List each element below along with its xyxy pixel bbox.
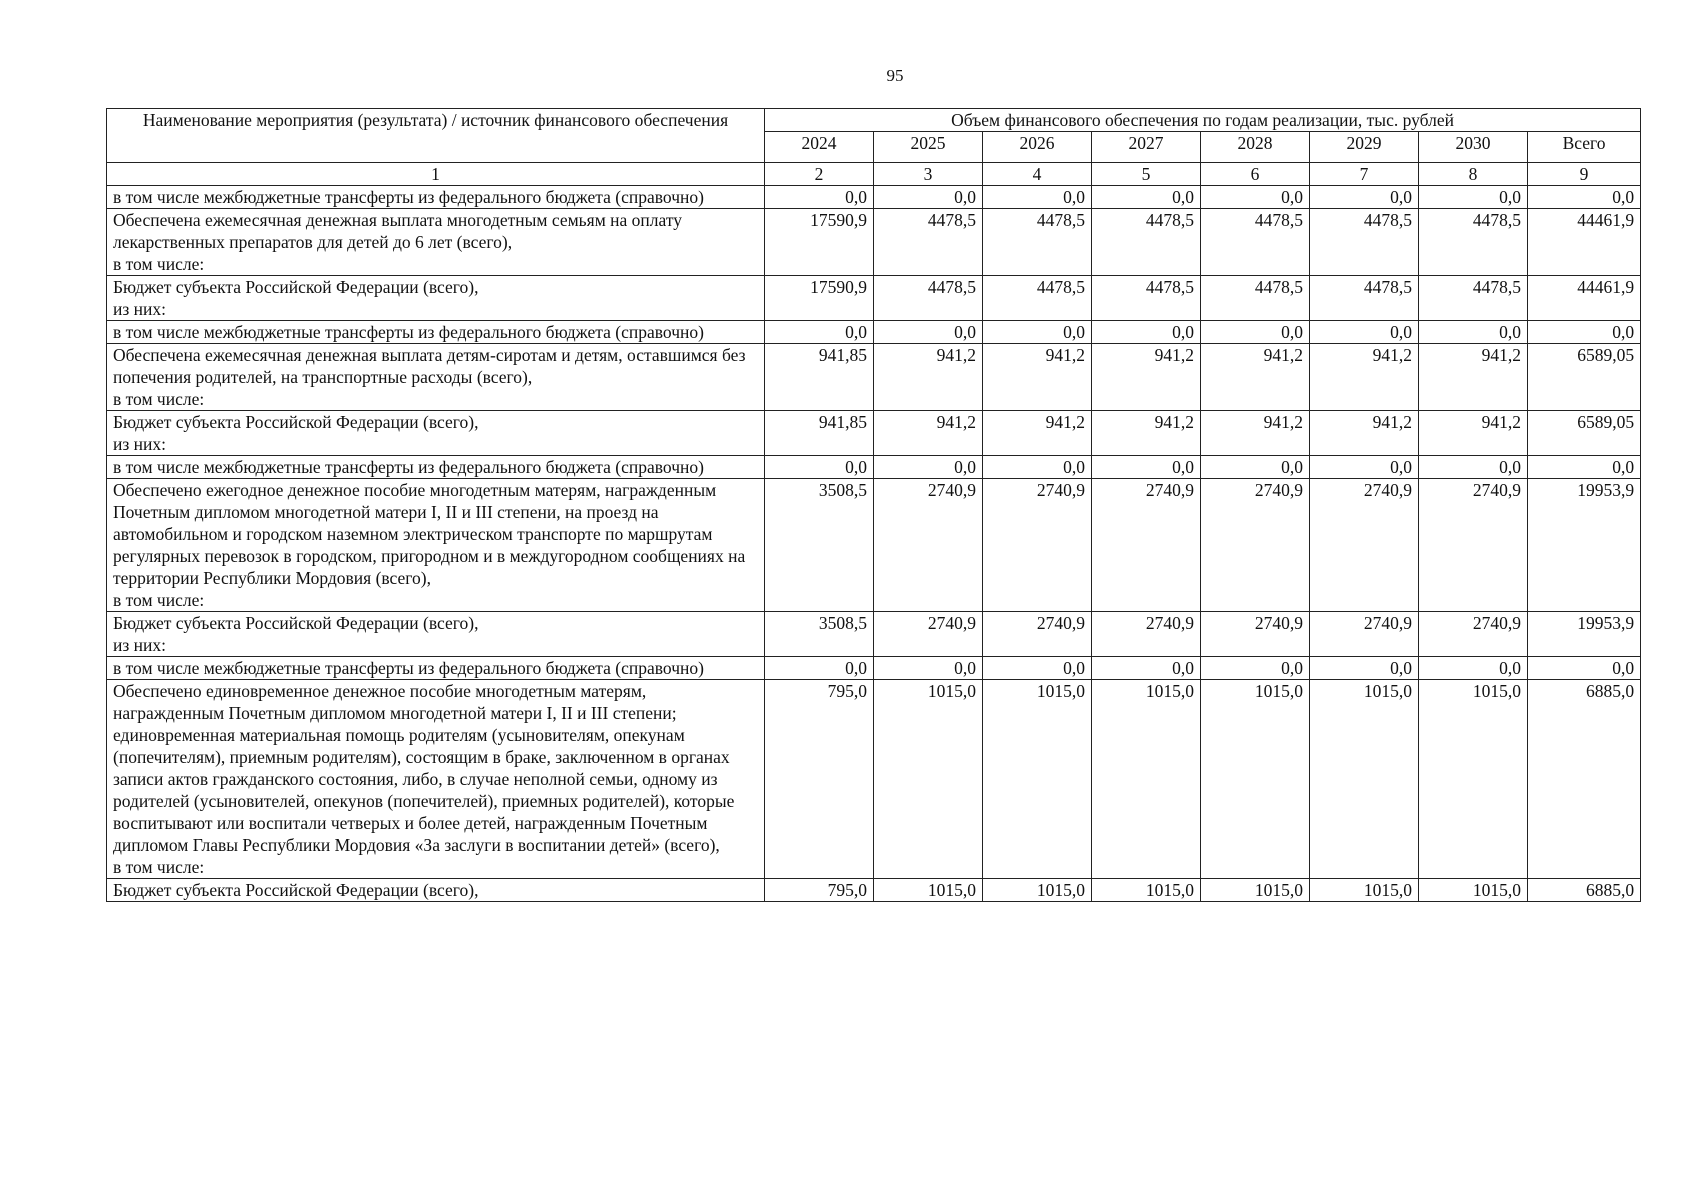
row-value: 0,0 [1201, 657, 1310, 680]
table-row [107, 186, 1641, 209]
row-value: 1015,0 [1419, 879, 1528, 902]
row-value: 941,2 [874, 411, 983, 456]
row-value: 0,0 [1310, 186, 1419, 209]
row-name: Обеспечено ежегодное денежное пособие многодетным матерям, награжденным Почетным дипломом многодетной матери I, II и III степени, на проезд на автомобильном и городском наземном электрическом транспорте по маршрутам регулярных перевозок в городском, пригородном и в междугородном сообщениях на территории Республики Мордовия (всего), в том числе: [107, 479, 765, 612]
row-value: 4478,5 [1201, 276, 1310, 321]
row-value: 3508,5 [765, 612, 874, 657]
column-index: 5 [1092, 163, 1201, 186]
row-value: 1015,0 [1201, 879, 1310, 902]
row-name: Обеспечено единовременное денежное пособие многодетным матерям, награжденным Почетным дипломом многодетной матери I, II и III степени; единовременная материальная помощь родителям (усыновителям, опекунам (попечителям), приемным родителям), состоящим в браке, заключенном в органах записи актов гражданского состояния, либо, в случае неполной семьи, одному из родителей (усыновителей, опекунов (попечителей), приемных родителей), которые воспитывают или воспитали четверых и более детей, награжденным Почетным дипломом Главы Республики Мордовия «За заслуги в воспитании детей» (всего), в том числе: [107, 680, 765, 879]
row-value: 0,0 [874, 186, 983, 209]
column-index: 8 [1419, 163, 1528, 186]
row-name: в том числе межбюджетные трансферты из федерального бюджета (справочно) [107, 186, 765, 209]
column-index: 7 [1310, 163, 1419, 186]
row-value: 941,2 [1310, 411, 1419, 456]
row-value: 2740,9 [1201, 612, 1310, 657]
row-value: 795,0 [765, 879, 874, 902]
row-value: 941,2 [874, 344, 983, 411]
table-row [107, 276, 1641, 321]
row-total: 0,0 [1528, 186, 1641, 209]
row-name: Бюджет субъекта Российской Федерации (всего), из них: [107, 276, 765, 321]
row-value: 4478,5 [1201, 209, 1310, 276]
row-value: 0,0 [1201, 186, 1310, 209]
row-total: 44461,9 [1528, 276, 1641, 321]
row-value: 0,0 [874, 456, 983, 479]
row-value: 0,0 [1419, 321, 1528, 344]
row-name: Обеспечена ежемесячная денежная выплата многодетным семьям на оплату лекарственных препаратов для детей до 6 лет (всего), в том числе: [107, 209, 765, 276]
header-year: 2029 [1310, 132, 1419, 163]
row-value: 0,0 [1419, 657, 1528, 680]
column-index: 1 [107, 163, 765, 186]
row-value: 2740,9 [1310, 612, 1419, 657]
table-row [107, 612, 1641, 657]
row-value: 1015,0 [1310, 680, 1419, 879]
row-value: 4478,5 [874, 276, 983, 321]
row-value: 1015,0 [983, 680, 1092, 879]
header-total: Всего [1528, 132, 1641, 163]
row-name: в том числе межбюджетные трансферты из федерального бюджета (справочно) [107, 321, 765, 344]
table-row [107, 411, 1641, 456]
row-total: 0,0 [1528, 456, 1641, 479]
header-year: 2025 [874, 132, 983, 163]
column-index: 6 [1201, 163, 1310, 186]
header-year: 2026 [983, 132, 1092, 163]
table-row [107, 344, 1641, 411]
row-total: 19953,9 [1528, 479, 1641, 612]
table-body [107, 186, 1641, 902]
header-year: 2027 [1092, 132, 1201, 163]
row-name: Бюджет субъекта Российской Федерации (всего), из них: [107, 411, 765, 456]
row-name: в том числе межбюджетные трансферты из федерального бюджета (справочно) [107, 456, 765, 479]
row-value: 941,2 [983, 411, 1092, 456]
budget-table [106, 108, 1641, 902]
row-value: 4478,5 [983, 209, 1092, 276]
table-row [107, 879, 1641, 902]
row-value: 2740,9 [983, 612, 1092, 657]
row-value: 0,0 [1201, 456, 1310, 479]
row-value: 4478,5 [1092, 209, 1201, 276]
row-value: 2740,9 [874, 479, 983, 612]
row-value: 1015,0 [983, 879, 1092, 902]
row-value: 2740,9 [1092, 612, 1201, 657]
row-value: 0,0 [1092, 321, 1201, 344]
table-row [107, 479, 1641, 612]
row-value: 941,85 [765, 411, 874, 456]
row-value: 0,0 [1201, 321, 1310, 344]
row-value: 0,0 [983, 456, 1092, 479]
row-value: 1015,0 [874, 879, 983, 902]
header-name-column: Наименование мероприятия (результата) / источник финансового обеспечения [107, 109, 765, 163]
row-value: 941,2 [1201, 344, 1310, 411]
row-value: 1015,0 [874, 680, 983, 879]
table-row [107, 657, 1641, 680]
header-volume-column: Объем финансового обеспечения по годам реализации, тыс. рублей [765, 109, 1641, 132]
row-value: 0,0 [983, 321, 1092, 344]
header-year: 2028 [1201, 132, 1310, 163]
row-value: 1015,0 [1092, 680, 1201, 879]
table-row [107, 209, 1641, 276]
row-value: 4478,5 [874, 209, 983, 276]
header-year: 2024 [765, 132, 874, 163]
row-value: 0,0 [983, 186, 1092, 209]
row-value: 4478,5 [1310, 209, 1419, 276]
table-row [107, 680, 1641, 879]
row-value: 941,2 [983, 344, 1092, 411]
row-name: Обеспечена ежемесячная денежная выплата детям-сиротам и детям, оставшимся без попечения родителей, на транспортные расходы (всего), в том числе: [107, 344, 765, 411]
row-total: 6885,0 [1528, 680, 1641, 879]
row-name: Бюджет субъекта Российской Федерации (всего), [107, 879, 765, 902]
row-value: 0,0 [765, 657, 874, 680]
row-total: 0,0 [1528, 657, 1641, 680]
row-value: 941,2 [1201, 411, 1310, 456]
row-value: 0,0 [1310, 657, 1419, 680]
column-index: 9 [1528, 163, 1641, 186]
column-index: 4 [983, 163, 1092, 186]
column-index: 3 [874, 163, 983, 186]
row-value: 0,0 [1419, 456, 1528, 479]
row-value: 1015,0 [1310, 879, 1419, 902]
row-value: 0,0 [765, 456, 874, 479]
row-value: 941,85 [765, 344, 874, 411]
row-value: 3508,5 [765, 479, 874, 612]
row-value: 0,0 [1092, 456, 1201, 479]
row-name: в том числе межбюджетные трансферты из федерального бюджета (справочно) [107, 657, 765, 680]
row-value: 0,0 [874, 321, 983, 344]
row-value: 4478,5 [1310, 276, 1419, 321]
row-value: 941,2 [1419, 411, 1528, 456]
table-row [107, 456, 1641, 479]
row-value: 941,2 [1092, 344, 1201, 411]
row-value: 941,2 [1419, 344, 1528, 411]
row-value: 17590,9 [765, 209, 874, 276]
row-value: 795,0 [765, 680, 874, 879]
row-value: 17590,9 [765, 276, 874, 321]
row-value: 4478,5 [1419, 209, 1528, 276]
row-value: 0,0 [1419, 186, 1528, 209]
row-name: Бюджет субъекта Российской Федерации (всего), из них: [107, 612, 765, 657]
row-total: 44461,9 [1528, 209, 1641, 276]
row-value: 2740,9 [1419, 479, 1528, 612]
row-total: 6589,05 [1528, 411, 1641, 456]
row-total: 19953,9 [1528, 612, 1641, 657]
row-value: 0,0 [983, 657, 1092, 680]
row-value: 0,0 [765, 186, 874, 209]
row-value: 4478,5 [983, 276, 1092, 321]
row-value: 1015,0 [1092, 879, 1201, 902]
row-value: 0,0 [874, 657, 983, 680]
row-value: 941,2 [1092, 411, 1201, 456]
row-value: 1015,0 [1419, 680, 1528, 879]
row-value: 2740,9 [874, 612, 983, 657]
row-value: 2740,9 [1092, 479, 1201, 612]
row-value: 1015,0 [1201, 680, 1310, 879]
row-value: 0,0 [765, 321, 874, 344]
row-total: 6885,0 [1528, 879, 1641, 902]
column-index: 2 [765, 163, 874, 186]
row-value: 0,0 [1310, 456, 1419, 479]
row-value: 2740,9 [983, 479, 1092, 612]
table-row [107, 321, 1641, 344]
row-value: 4478,5 [1419, 276, 1528, 321]
row-value: 2740,9 [1310, 479, 1419, 612]
row-value: 0,0 [1310, 321, 1419, 344]
row-value: 941,2 [1310, 344, 1419, 411]
row-value: 2740,9 [1201, 479, 1310, 612]
row-value: 0,0 [1092, 657, 1201, 680]
row-value: 0,0 [1092, 186, 1201, 209]
row-total: 0,0 [1528, 321, 1641, 344]
page-number: 95 [886, 66, 904, 85]
row-total: 6589,05 [1528, 344, 1641, 411]
row-value: 2740,9 [1419, 612, 1528, 657]
row-value: 4478,5 [1092, 276, 1201, 321]
header-year: 2030 [1419, 132, 1528, 163]
